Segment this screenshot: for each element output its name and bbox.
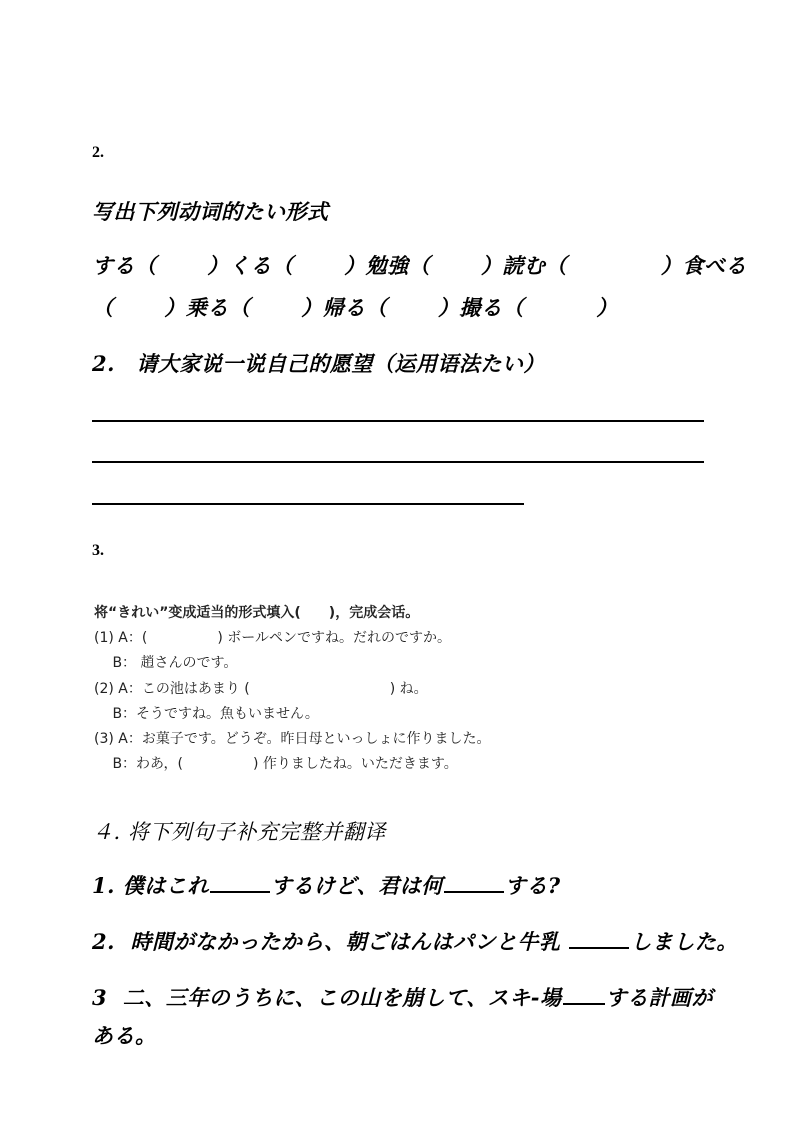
dialogue-line: (2) A：この池はあまり ( ) ね。: [94, 681, 428, 697]
sentence-text: しました。: [630, 929, 738, 954]
task-wish-prompt: 2. 请大家说一说自己的愿望（运用语法たい）: [92, 351, 545, 376]
blank-underline: [444, 875, 504, 893]
verb-list-line-1: する（ ）くる（ ）勉強（ ）読む（ ）食べる: [92, 253, 747, 278]
section-number: 2.: [92, 144, 104, 161]
sentence-text: 3 二、三年のうちに、この山を崩して、スキ-場: [92, 985, 562, 1010]
sentence-text: 1. 僕はこれ: [92, 873, 209, 898]
blank-underline: [569, 931, 629, 949]
sentence-text: 2. 時間がなかったから、朝ごはんはパンと牛乳: [92, 929, 569, 954]
dialogue-line: B：わあ，( ) 作りましたね。いただきます。: [94, 756, 458, 772]
fill-sentence-1: [92, 870, 561, 900]
verb-list-line-2: （ ）乗る（ ）帰る（ ）撮る（ ）: [92, 295, 618, 320]
exercise-instruction: 将“きれい”变成适当的形式填入( )，完成会话。: [94, 605, 420, 621]
sentence-text: するけど、君は何: [270, 873, 443, 898]
answer-line: [92, 503, 524, 505]
dialogue-line: B： 趙さんのです。: [94, 655, 238, 671]
dialogue-line: B：そうですね。魚もいません。: [94, 706, 319, 722]
dialogue-line: (1) A：( ) ボールペンですね。だれのですか。: [94, 630, 451, 646]
fill-sentence-3-continued: ある。: [92, 1023, 157, 1048]
section-title: 写出下列动词的たい形式: [92, 199, 329, 224]
blank-underline: [563, 987, 605, 1005]
dialogue-line: (3) A：お菓子です。どうぞ。昨日母といっしょに作りました。: [94, 731, 491, 747]
sentence-text: する?: [504, 873, 561, 898]
section-number: 3.: [92, 542, 104, 559]
answer-line: [92, 461, 704, 463]
fill-sentence-2: [92, 926, 738, 956]
sentence-text: する計画が: [605, 985, 714, 1010]
fill-sentence-3: [92, 982, 713, 1012]
answer-line: [92, 420, 704, 422]
blank-underline: [210, 875, 270, 893]
section-title: ４. 将下列句子补充完整并翻译: [92, 820, 386, 844]
